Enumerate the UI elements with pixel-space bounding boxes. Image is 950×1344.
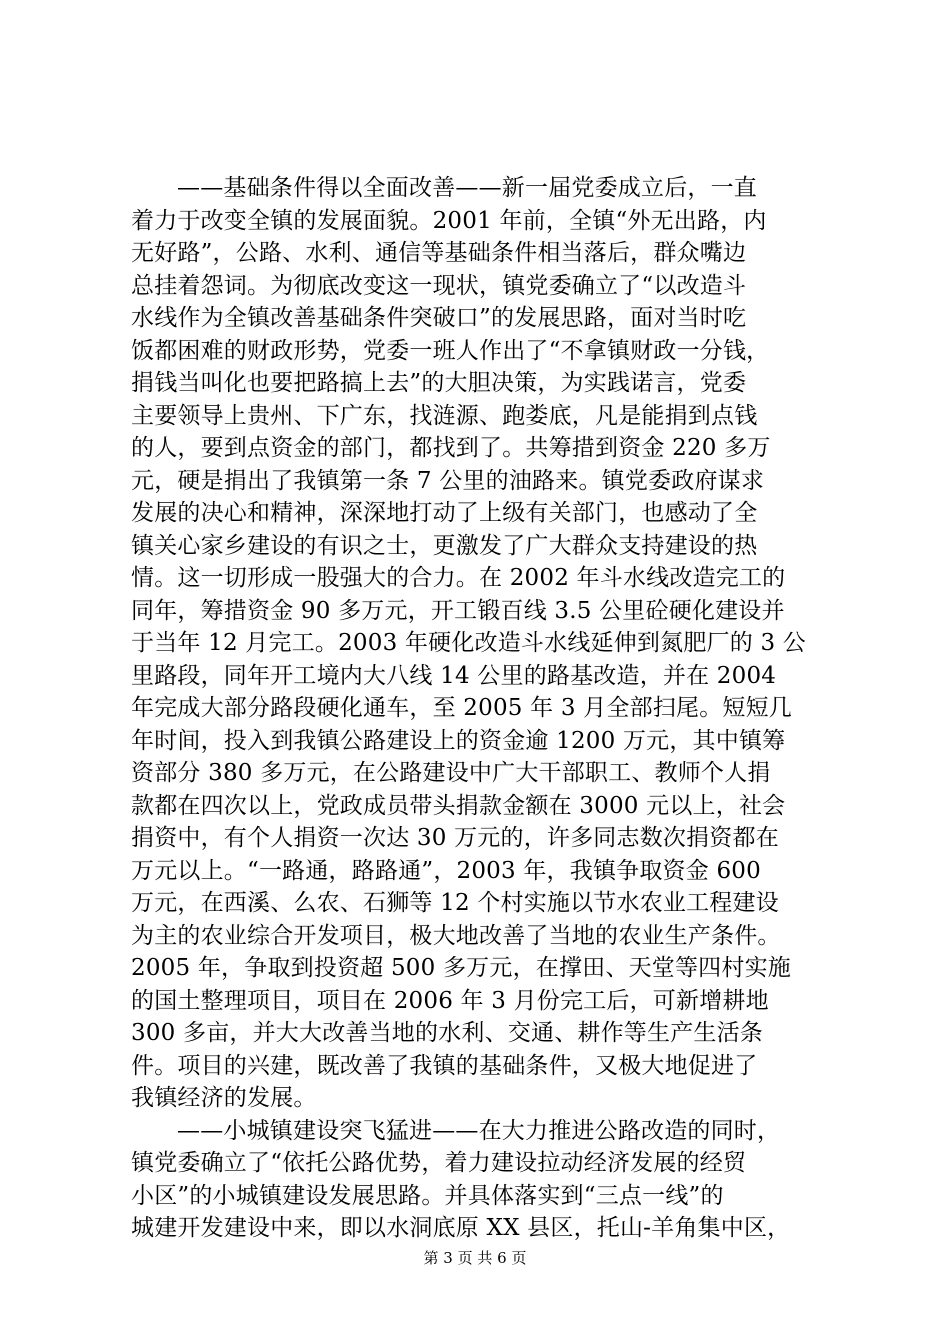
text-line: 镇关心家乡建设的有识之士，更激发了广大群众支持建设的热 bbox=[131, 532, 758, 559]
text-line: 着力于改变全镇的发展面貌。2001 年前，全镇“外无出路，内 bbox=[131, 207, 767, 234]
text-line: 为主的农业综合开发项目，极大地改善了当地的农业生产条件。 bbox=[131, 922, 781, 949]
text-line: 城建开发建设中来，即以水洞底原 XX 县区，托山-羊角集中区， bbox=[131, 1215, 791, 1241]
text-line: 万元，在西溪、么农、石狮等 12 个村实施以节水农业工程建设 bbox=[131, 890, 779, 916]
text-line: 万元以上。“一路通，路路通”，2003 年，我镇争取资金 600 bbox=[131, 857, 761, 884]
text-line: 的人，要到点资金的部门，都找到了。共筹措到资金 220 多万 bbox=[131, 435, 771, 461]
text-line: 饭都困难的财政形势，党委一班人作出了“不拿镇财政一分钱， bbox=[131, 337, 770, 364]
text-line: 2005 年，争取到投资超 500 多万元，在撑田、天堂等四村实施 bbox=[131, 955, 791, 981]
text-line: 捐资中，有个人捐资一次达 30 万元的，许多同志数次捐资都在 bbox=[131, 825, 779, 851]
text-line: 于当年 12 月完工。2003 年硬化改造斗水线延伸到氮肥厂的 3 公 bbox=[131, 630, 806, 656]
text-line: 300 多亩，并大大改善当地的水利、交通、耕作等生产生活条 bbox=[131, 1020, 764, 1046]
text-line: 元，硬是捐出了我镇第一条 7 公里的油路来。镇党委政府谋求 bbox=[131, 467, 765, 494]
page-number-footer: 第 3 页 共 6 页 bbox=[423, 1249, 527, 1267]
body-text bbox=[131, 172, 831, 1245]
text-line: 主要领导上贵州、下广东，找涟源、跑娄底，凡是能捐到点钱 bbox=[131, 402, 758, 429]
text-line: 我镇经济的发展。 bbox=[131, 1085, 317, 1111]
text-line: 年时间，投入到我镇公路建设上的资金逾 1200 万元，其中镇筹 bbox=[131, 727, 786, 754]
text-line: ——基础条件得以全面改善——新一届党委成立后，一直 bbox=[177, 175, 757, 201]
text-line: 资部分 380 多万元，在公路建设中广大干部职工、教师个人捐 bbox=[131, 760, 771, 786]
text-line: 镇党委确立了“依托公路优势，着力建设拉动经济发展的经贸 bbox=[131, 1150, 747, 1176]
text-line: 款都在四次以上，党政成员带头捐款金额在 3000 元以上，社会 bbox=[131, 792, 786, 819]
text-line: 捐钱当叫化也要把路搞上去”的大胆决策，为实践诺言，党委 bbox=[131, 370, 747, 396]
text-line: 里路段，同年开工境内大八线 14 公里的路基改造，并在 2004 bbox=[131, 662, 777, 689]
text-line: 情。这一切形成一股强大的合力。在 2002 年斗水线改造完工的 bbox=[131, 565, 786, 591]
text-line: 的国土整理项目，项目在 2006 年 3 月份完工后，可新增耕地 bbox=[131, 987, 769, 1014]
text-line: 无好路”，公路、水利、通信等基础条件相当落后，群众嘴边 bbox=[131, 240, 747, 266]
text-line: 水线作为全镇改善基础条件突破口”的发展思路，面对当时吃 bbox=[131, 305, 747, 331]
text-line: 小区”的小城镇建设发展思路。并具体落实到“三点一线”的 bbox=[131, 1182, 724, 1209]
text-line: 件。项目的兴建，既改善了我镇的基础条件，又极大地促进了 bbox=[131, 1052, 758, 1079]
text-line: 发展的决心和精神，深深地打动了上级有关部门，也感动了全 bbox=[131, 500, 758, 526]
text-line: ——小城镇建设突飞猛进——在大力推进公路改造的同时， bbox=[177, 1117, 781, 1144]
text-line: 总挂着怨词。为彻底改变这一现状，镇党委确立了“以改造斗 bbox=[131, 272, 747, 299]
text-line: 同年，筹措资金 90 多万元，开工锻百线 3.5 公里砼硬化建设并 bbox=[131, 597, 785, 624]
text-line: 年完成大部分路段硬化通车，至 2005 年 3 月全部扫尾。短短几 bbox=[131, 695, 793, 721]
